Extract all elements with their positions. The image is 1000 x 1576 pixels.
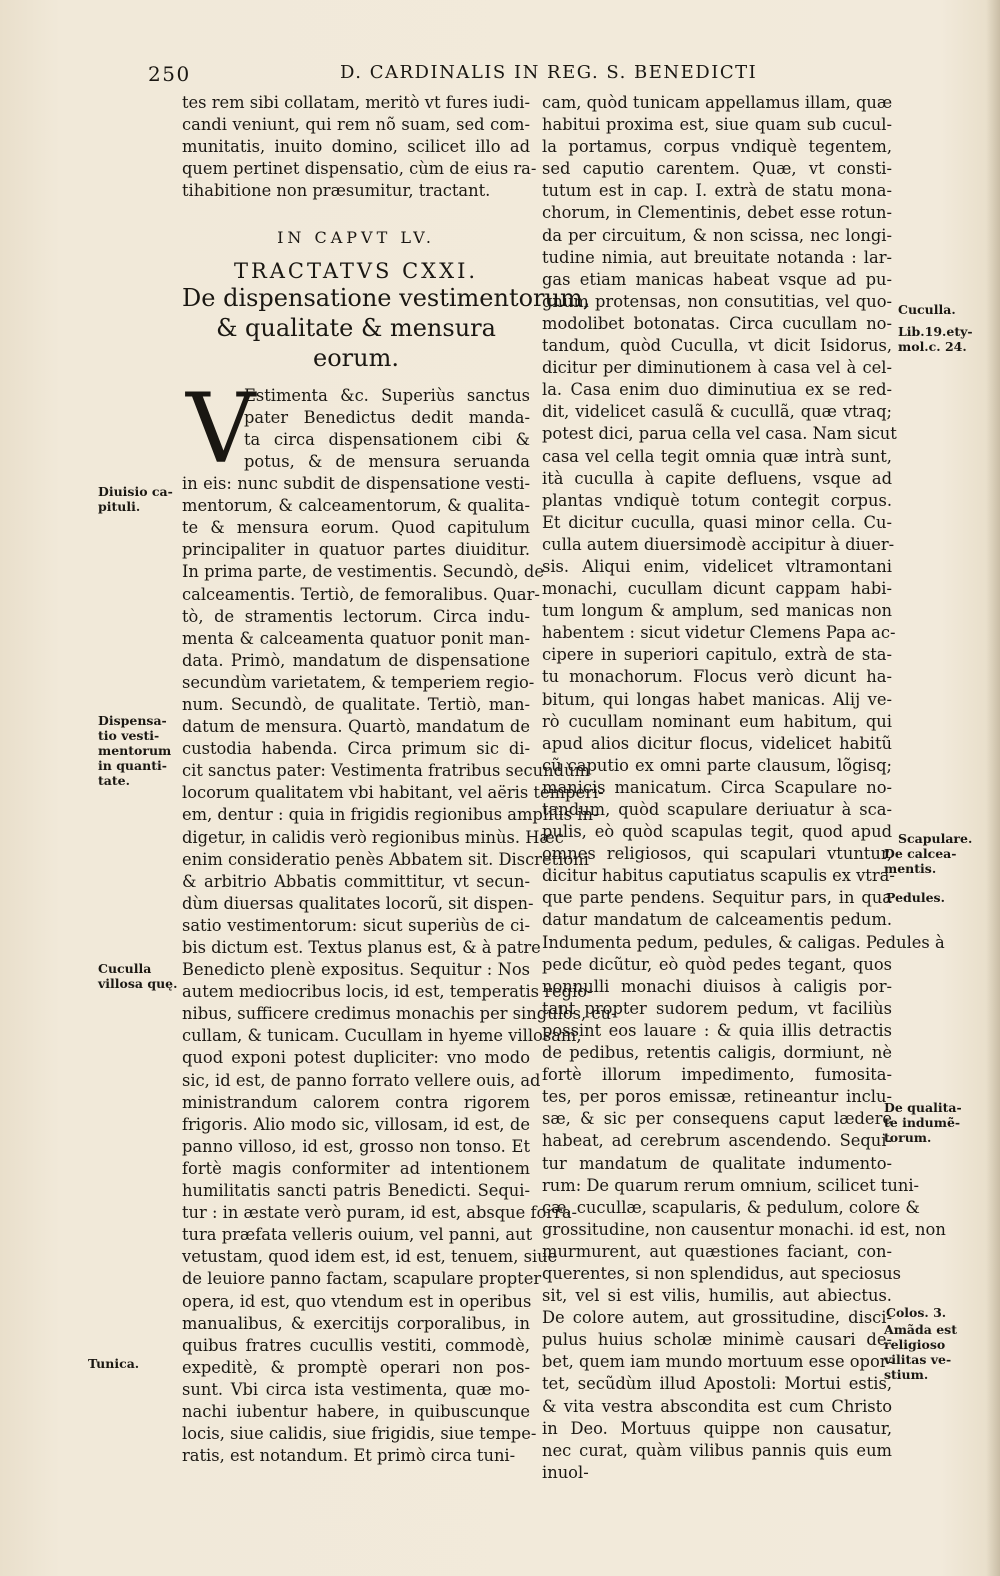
text-line: in Deo. Mortuus quippe non causatur, bbox=[542, 1418, 892, 1438]
text-line: culla autem diuersimodè accipitur à diuer- bbox=[542, 534, 895, 554]
chapter-label: IN CAPVT LV. bbox=[277, 228, 435, 248]
text-line: locis, siue calidis, siue frigidis, siue tempe- bbox=[182, 1424, 537, 1444]
running-title: D. CARDINALIS IN REG. S. BENEDICTI bbox=[340, 62, 758, 83]
margin-note-diuisio: Diuisio ca- pituli. bbox=[98, 484, 173, 514]
text-line: dùm diuersas qualitates locorũ, sit dispen- bbox=[182, 893, 534, 913]
text-line: Estimenta &c. Superiùs sanctus bbox=[244, 385, 530, 405]
text-line: Benedicto plenè expositus. Sequitur : Nos bbox=[182, 960, 530, 980]
text-line: nachi iubentur habere, in quibuscunque bbox=[182, 1401, 530, 1421]
left-column bbox=[182, 92, 617, 1467]
text-line: quem pertinet dispensatio, cùm de eius ra- bbox=[182, 159, 537, 179]
text-line: quibus fratres cucullis vestiti, commodè, bbox=[182, 1335, 530, 1355]
text-line: tihabitione non præsumitur, tractant. bbox=[182, 181, 491, 201]
left-body bbox=[182, 372, 617, 1468]
text-line: nec curat, quàm vilibus pannis quis eum bbox=[542, 1440, 892, 1460]
margin-note-qualitate: De qualita- te indumẽ- torum. bbox=[884, 1100, 962, 1145]
text-line: ratis, est notandum. Et primò circa tuni- bbox=[182, 1446, 516, 1466]
text-line: inuol- bbox=[542, 1462, 589, 1482]
text-line: querentes, si non splendidus, aut speciosus bbox=[542, 1263, 902, 1283]
margin-note-tunica: Tunica. bbox=[88, 1356, 140, 1371]
text-line: tutum est in cap. I. extrà de statu mona- bbox=[542, 181, 892, 201]
text-line: cipere in superiori capitulo, extrà de sta- bbox=[542, 645, 892, 665]
text-line: dicitur habitus caputiatus scapulis ex vtra- bbox=[542, 866, 895, 886]
text-line: Et dicitur cuculla, quasi minor cella. Cu- bbox=[542, 512, 892, 532]
text-line: satio vestimentorum: sicut superiùs de ci- bbox=[182, 915, 530, 935]
text-line: de leuiore panno factam, scapulare propter bbox=[182, 1269, 542, 1289]
margin-note-cuculla-villosa: Cuculla villosa quę. bbox=[98, 961, 178, 991]
text-line: tes, per poros emissæ, retineantur inclu- bbox=[542, 1087, 892, 1107]
text-line: ministrandum calorem contra rigorem bbox=[182, 1092, 530, 1112]
text-line: dicitur per diminutionem à casa vel à cel- bbox=[542, 358, 892, 378]
text-line: sunt. Vbi circa ista vestimenta, quæ mo- bbox=[182, 1379, 530, 1399]
text-line: custodia habenda. Circa primum sic di- bbox=[182, 739, 530, 759]
drop-cap-letter: V bbox=[186, 372, 256, 485]
text-line: principaliter in quatuor partes diuiditur. bbox=[182, 540, 530, 560]
text-line: apud alios dicitur flocus, videlicet habitũ bbox=[542, 733, 892, 753]
text-line: cam, quòd tunicam appellamus illam, quæ bbox=[542, 93, 893, 112]
text-line: possint eos lauare : & quia illis detractis bbox=[542, 1020, 892, 1040]
text-line: pater Benedictus dedit manda- bbox=[244, 407, 530, 427]
text-line: datum de mensura. Quartò, mandatum de bbox=[182, 717, 530, 737]
text-line: autem mediocribus locis, id est, temperatis regio- bbox=[182, 982, 593, 1002]
text-line: chorum, in Clementinis, debet esse rotun- bbox=[542, 203, 892, 223]
text-line: ta circa dispensationem cibi & bbox=[244, 429, 530, 449]
margin-note-cuculla: Cuculla. bbox=[898, 302, 956, 317]
text-line: quod exponi potest dupliciter: vno modo bbox=[182, 1048, 530, 1068]
text-line: enim consideratio penès Abbatem sit. Discretioni bbox=[182, 849, 589, 869]
drop-cap-lines bbox=[244, 385, 530, 473]
folio-number: 250 bbox=[148, 62, 191, 86]
text-line: rum: De quarum rerum omnium, scilicet tuni- bbox=[542, 1175, 920, 1195]
text-line: te & mensura eorum. Quod capitulum bbox=[182, 518, 530, 538]
margin-note-scapulare: Scapulare. bbox=[898, 831, 973, 846]
text-line: tet, secũdùm illud Apostoli: Mortui estis, bbox=[542, 1374, 892, 1394]
margin-note-colos: Colos. 3. bbox=[886, 1305, 947, 1320]
text-line: in eis: nunc subdit de dispensatione vesti- bbox=[182, 474, 530, 494]
text-line: la portamus, corpus vndiquè tegentem, bbox=[542, 137, 892, 157]
text-line: frigoris. Alio modo sic, villosam, id est, de bbox=[182, 1114, 530, 1134]
left-body-lines bbox=[182, 473, 617, 1467]
text-line: ità cuculla à capite defluens, vsque ad bbox=[542, 468, 892, 488]
text-line: tura præfata velleris ouium, vel panni, aut bbox=[182, 1225, 533, 1245]
text-line: humilitatis sancti patris Benedicti. Sequi- bbox=[182, 1181, 530, 1201]
text-line: expeditè, & promptè operari non pos- bbox=[182, 1357, 530, 1377]
left-top-text bbox=[182, 92, 537, 202]
text-line: vetustam, quod idem est, id est, tenuem, siue bbox=[182, 1247, 558, 1267]
margin-note-dispensatio: Dispensa- tio vesti- mentorum in quanti- tate. bbox=[98, 713, 172, 788]
page-edge-shadow bbox=[986, 0, 1000, 1576]
text-line: De colore autem, aut grossitudine, disci- bbox=[542, 1308, 892, 1328]
text-line: sæ, & sic per consequens caput lædere bbox=[542, 1109, 892, 1129]
text-line: pulus huius scholæ minimè causari de- bbox=[542, 1330, 892, 1350]
text-line: secundùm varietatem, & temperiem regio- bbox=[182, 672, 535, 692]
margin-note-pedules: Pedules. bbox=[886, 890, 945, 905]
text-line: de pedibus, retentis caligis, dormiunt, nè bbox=[542, 1043, 892, 1063]
text-line: gas etiam manicas habeat vsque ad pu- bbox=[542, 269, 892, 289]
text-line: tandum, quòd scapulare deriuatur à sca- bbox=[542, 800, 892, 819]
text-line: cæ, cucullæ, scapularis, & pedulum, colore & bbox=[542, 1197, 920, 1217]
text-line: potest dici, parua cella vel casa. Nam sicut bbox=[542, 424, 897, 444]
text-line: tandum, quòd Cuculla, vt dicit Isidorus, bbox=[542, 336, 892, 356]
text-line: habentem : sicut videtur Clemens Papa ac- bbox=[542, 623, 896, 643]
text-line: & arbitrio Abbatis committitur, vt secun- bbox=[182, 871, 530, 891]
text-line: sis. Aliqui enim, videlicet vltramontani bbox=[542, 556, 892, 576]
margin-note-amanda: Amãda est religioso vilitas ve- stium. bbox=[884, 1322, 957, 1382]
text-line: mentorum, & calceamentorum, & qualita- bbox=[182, 496, 530, 516]
text-line: datur mandatum de calceamentis pedum. bbox=[542, 910, 892, 930]
text-line: opera, id est, quo vtendum est in operibus bbox=[182, 1291, 532, 1311]
text-line: candi veniunt, qui rem nõ suam, sed com- bbox=[182, 115, 530, 135]
text-line: fortè magis conformiter ad intentionem bbox=[182, 1158, 530, 1178]
text-line: monachi, cucullam dicunt cappam habi- bbox=[542, 579, 892, 599]
text-line: tò, de stramentis lectorum. Circa indu- bbox=[182, 606, 530, 626]
text-line: tu monachorum. Flocus verò dicunt ha- bbox=[542, 667, 892, 687]
text-line: tudine nimia, aut breuitate notanda : lar- bbox=[542, 247, 892, 267]
text-line: potus, & de mensura seruanda bbox=[244, 451, 530, 471]
text-line: habeat, ad cerebrum ascendendo. Sequi- bbox=[542, 1131, 892, 1151]
text-line: gnum protensas, non consutitias, vel quo- bbox=[542, 291, 892, 311]
text-line: casa vel cella tegit omnia quæ intrà sunt, bbox=[542, 446, 892, 466]
treatise-title-line-1: De dispensatione vestimentorum, bbox=[182, 283, 591, 312]
text-line: tes rem sibi collatam, meritò vt fures iudi- bbox=[182, 93, 530, 112]
text-line: pulis, eò quòd scapulas tegit, quod apud bbox=[542, 822, 892, 842]
text-line: In prima parte, de vestimentis. Secundò, de bbox=[182, 562, 544, 582]
text-line: modolibet botonatas. Circa cucullam no- bbox=[542, 313, 892, 333]
treatise-title-line-2: & qualitate & mensura bbox=[216, 313, 496, 342]
text-line: data. Primò, mandatum de dispensatione bbox=[182, 650, 530, 670]
text-line: munitatis, inuito domino, scilicet illo ad bbox=[182, 137, 530, 157]
text-line: rò cucullam nominant eum habitum, qui bbox=[542, 711, 892, 731]
text-line: num. Secundò, de qualitate. Tertiò, man- bbox=[182, 694, 530, 714]
text-line: omnes religiosos, qui scapulari vtuntur, bbox=[542, 844, 892, 864]
margin-note-lib: Lib.19.ety- mol.c. 24. bbox=[898, 324, 973, 354]
text-line: tant propter sudorem pedum, vt faciliùs bbox=[542, 998, 892, 1018]
text-line: da per circuitum, & non scissa, nec longi- bbox=[542, 225, 892, 245]
text-line: cũ caputio ex omni parte clausum, lõgisq; bbox=[542, 755, 892, 775]
text-line: sit, vel si est vilis, humilis, aut abiectus. bbox=[542, 1286, 892, 1306]
margin-note-calceamentis: De calcea- mentis. bbox=[884, 846, 957, 876]
text-line: cit sanctus pater: Vestimenta fratribus secundùm bbox=[182, 761, 590, 781]
text-line: manicis manicatum. Circa Scapulare no- bbox=[542, 777, 892, 797]
text-line: locorum qualitatem vbi habitant, vel aëris temperi- bbox=[182, 783, 604, 803]
text-line: tur mandatum de qualitate indumento- bbox=[542, 1153, 892, 1173]
text-line: plantas vndiquè totum contegit corpus. bbox=[542, 490, 892, 510]
text-line: menta & calceamenta quatuor ponit man- bbox=[182, 628, 530, 648]
text-line: nibus, sufficere credimus monachis per singulos, cu- bbox=[182, 1004, 617, 1024]
text-line: grossitudine, non causentur monachi. id est, non bbox=[542, 1219, 946, 1239]
text-line: bitum, qui longas habet manicas. Alij ve- bbox=[542, 689, 892, 709]
text-line: que parte pendens. Sequitur pars, in qua bbox=[542, 888, 892, 908]
text-line: & vita vestra abscondita est cum Christo bbox=[542, 1396, 892, 1416]
text-line: sed caputio carentem. Quæ, vt consti- bbox=[542, 159, 892, 179]
text-line: sic, id est, de panno forrato vellere ouis, ad bbox=[182, 1070, 541, 1090]
text-line: fortè illorum impedimento, fumositа- bbox=[542, 1065, 892, 1085]
treatise-title-line-3: eorum. bbox=[313, 343, 399, 372]
text-line: digetur, in calidis verò regionibus minùs. Hæc bbox=[182, 827, 564, 847]
text-line: dit, videlicet casulã & cucullã, quæ vtraq; bbox=[542, 402, 892, 422]
text-line: bis dictum est. Textus planus est, & à patre bbox=[182, 938, 541, 957]
text-line: panno villoso, id est, grosso non tonso. Et bbox=[182, 1136, 530, 1156]
text-line: calceamentis. Tertiò, de femoralibus. Quar- bbox=[182, 584, 540, 604]
text-line: Indumenta pedum, pedules, & caligas. Pedules à bbox=[542, 932, 945, 952]
text-line: pede dicũtur, eò quòd pedes tegant, quos bbox=[542, 954, 892, 974]
text-line: murmurent, aut quæstiones faciant, con- bbox=[542, 1241, 892, 1261]
text-line: tum longum & amplum, sed manicas non bbox=[542, 601, 892, 621]
text-line: nonnulli monachi diuisos à caligis por- bbox=[542, 976, 892, 996]
text-line: manualibus, & exercitijs corporalibus, in bbox=[182, 1313, 530, 1333]
text-line: la. Casa enim duo diminutiua ex se red- bbox=[542, 380, 892, 400]
page-header bbox=[148, 62, 968, 90]
text-line: habitui proxima est, siue quam sub cucul- bbox=[542, 115, 892, 135]
text-line: em, dentur : quia in frigidis regionibus ampliùs in- bbox=[182, 805, 599, 825]
text-line: bet, quem iam mundo mortuum esse opor- bbox=[542, 1352, 894, 1372]
text-line: tur : in æstate verò puram, id est, absque forra- bbox=[182, 1203, 578, 1223]
tractatus-label: TRACTATVS CXXI. bbox=[233, 258, 479, 283]
text-line: cullam, & tunicam. Cucullam in hyeme villosam, bbox=[182, 1026, 582, 1046]
